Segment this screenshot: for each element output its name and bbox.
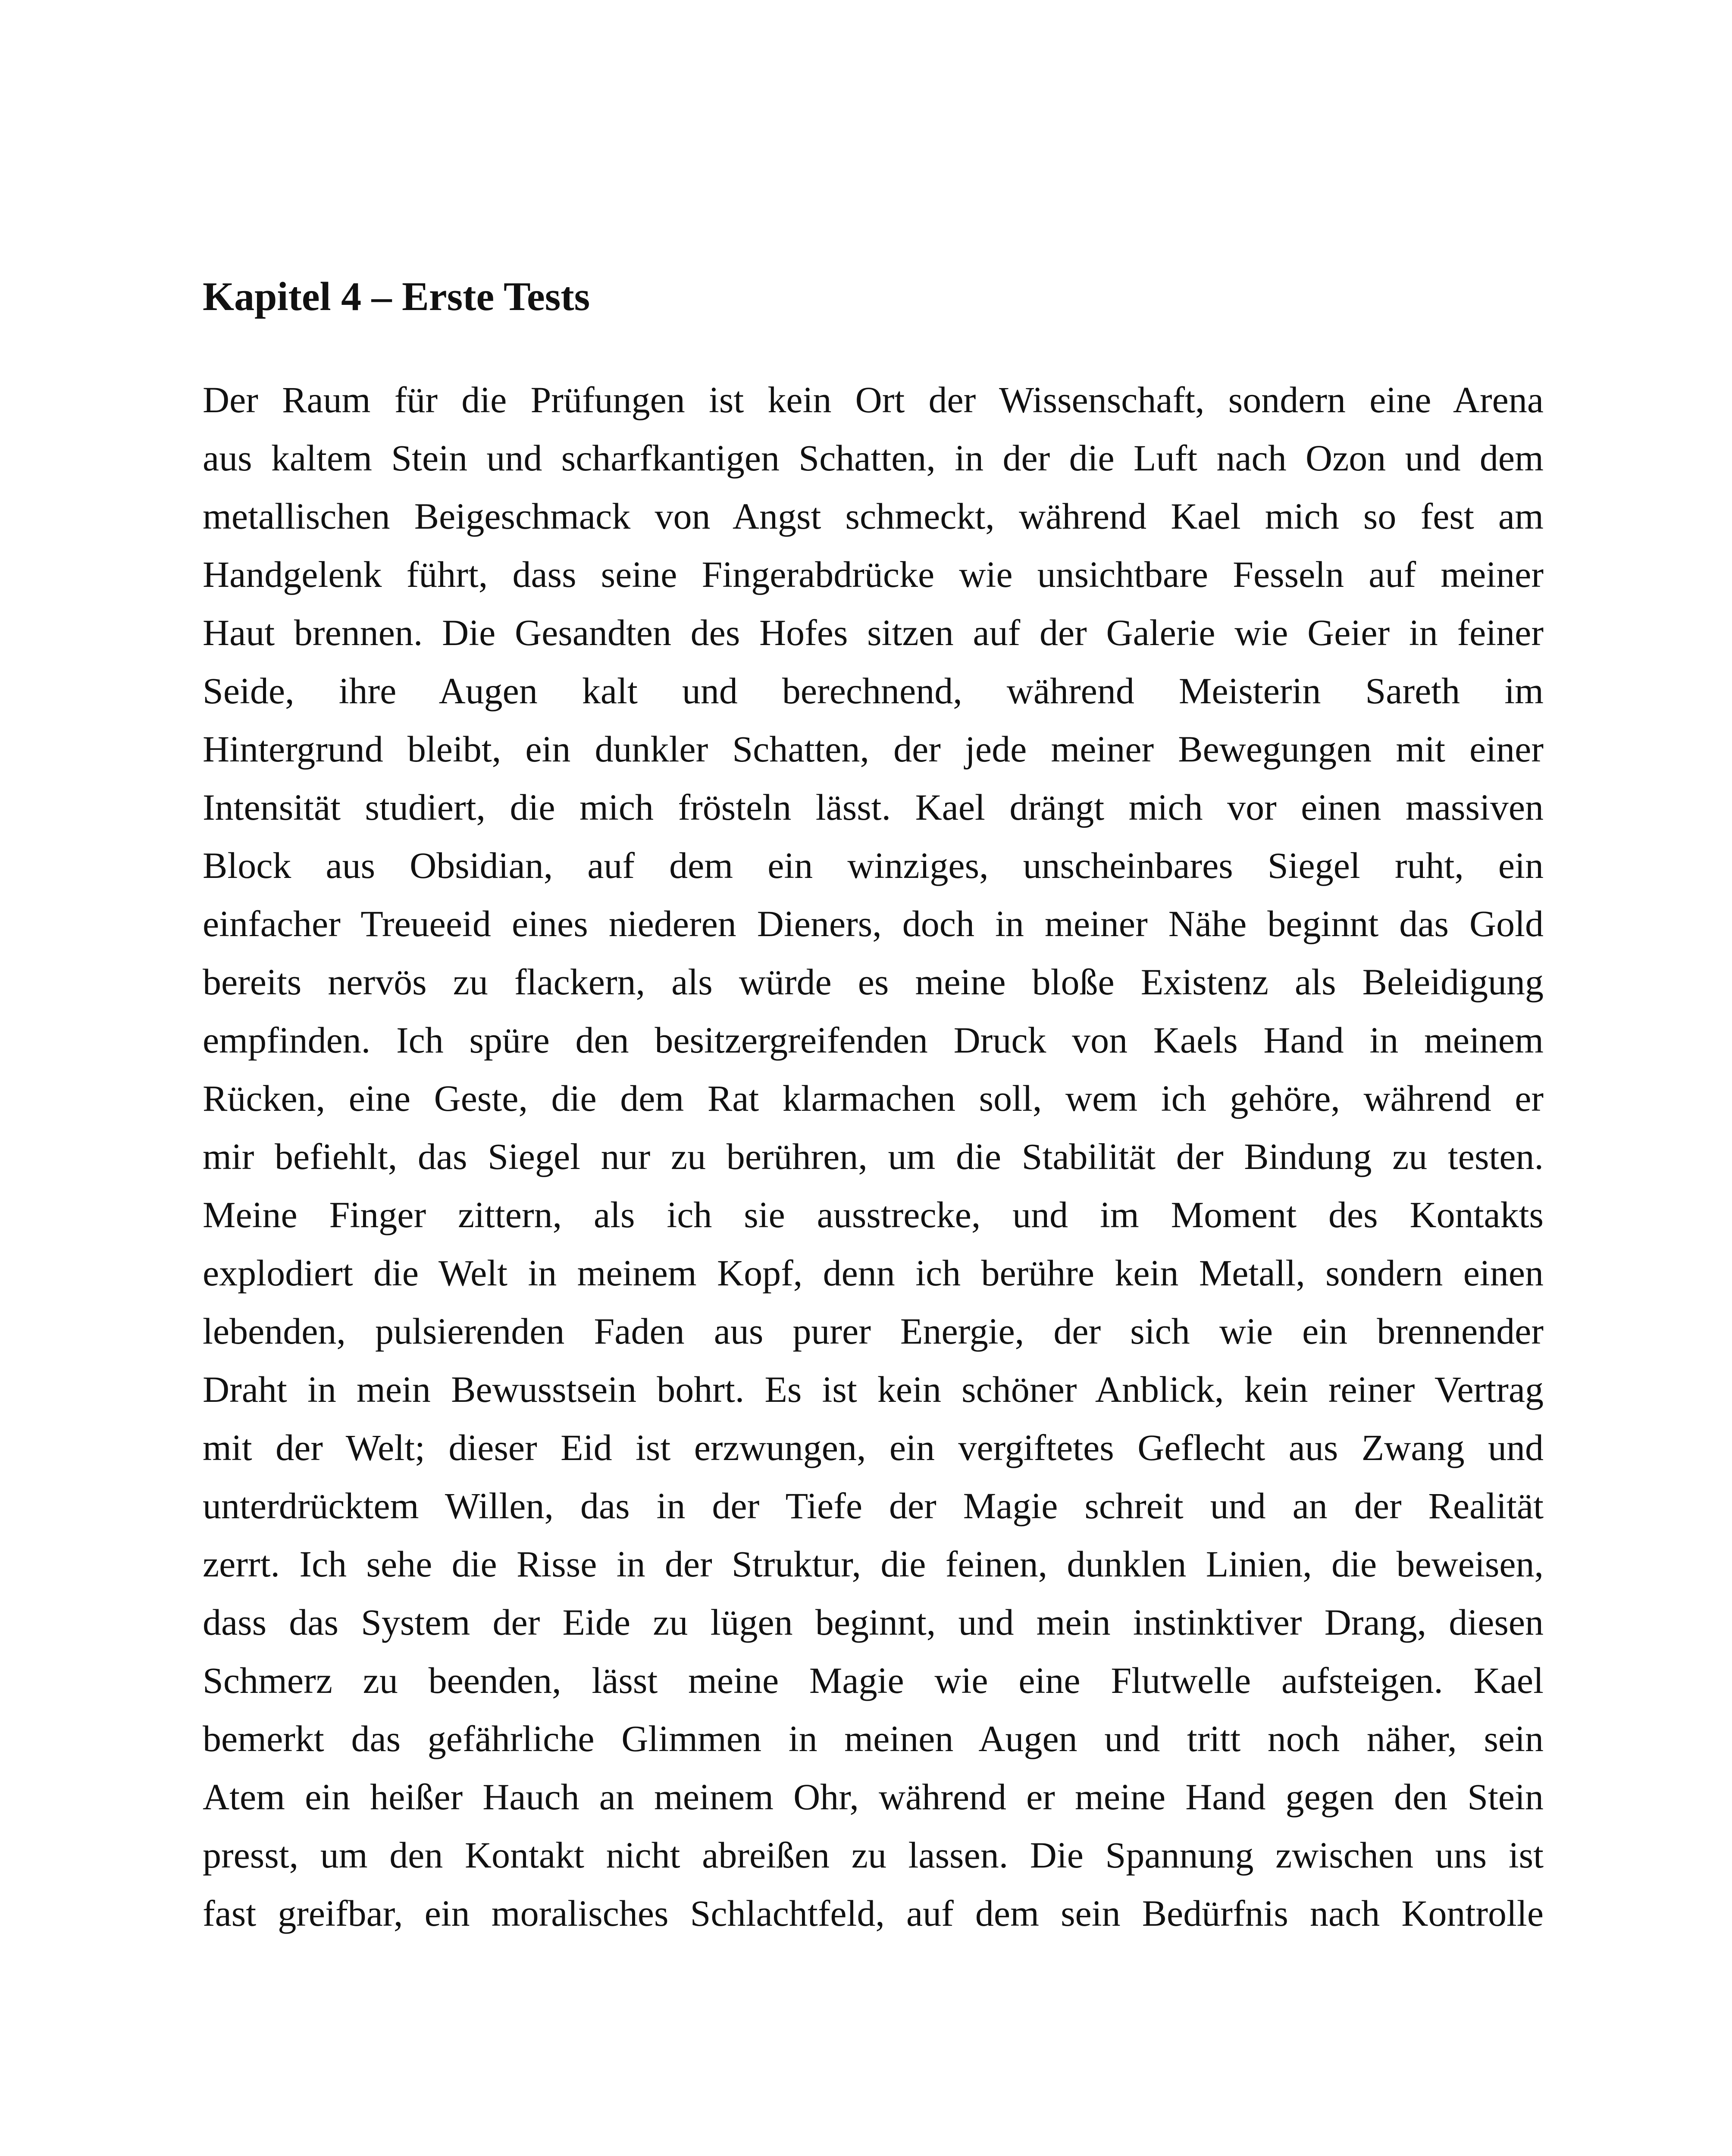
text-line: Draht in mein Bewusstsein bohrt. Es ist kein schöner Anblick, kein reiner Vertrag xyxy=(203,1369,1544,1410)
text-line: Haut brennen. Die Gesandten des Hofes sitzen auf der Galerie wie Geier in feiner xyxy=(203,612,1544,653)
text-line: bereits nervös zu flackern, als würde es meine bloße Existenz als Beleidigung xyxy=(203,961,1544,1003)
text-line: lebenden, pulsierenden Faden aus purer Energie, der sich wie ein brennender xyxy=(203,1310,1544,1352)
text-line: fast greifbar, ein moralisches Schlachtfeld, auf dem sein Bedürfnis nach Kontrolle xyxy=(203,1893,1544,1934)
body-paragraph xyxy=(203,371,1544,1943)
text-line: dass das System der Eide zu lügen beginnt, und mein instinktiver Drang, diesen xyxy=(203,1601,1544,1643)
text-line: Der Raum für die Prüfungen ist kein Ort der Wissenschaft, sondern eine Arena xyxy=(203,379,1544,420)
chapter-title: Kapitel 4 – Erste Tests xyxy=(203,274,590,319)
text-line: Hintergrund bleibt, ein dunkler Schatten, der jede meiner Bewegungen mit einer xyxy=(203,728,1544,770)
text-line: Meine Finger zittern, als ich sie ausstrecke, und im Moment des Kontakts xyxy=(203,1194,1544,1235)
text-line: bemerkt das gefährliche Glimmen in meinen Augen und tritt noch näher, sein xyxy=(203,1718,1544,1759)
text-line: mit der Welt; dieser Eid ist erzwungen, ein vergiftetes Geflecht aus Zwang und xyxy=(203,1427,1544,1468)
text-line: explodiert die Welt in meinem Kopf, denn ich berühre kein Metall, sondern einen xyxy=(203,1252,1544,1294)
text-line: Rücken, eine Geste, die dem Rat klarmachen soll, wem ich gehöre, während er xyxy=(203,1078,1544,1119)
text-line: Schmerz zu beenden, lässt meine Magie wie eine Flutwelle aufsteigen. Kael xyxy=(203,1660,1544,1701)
text-line: Handgelenk führt, dass seine Fingerabdrücke wie unsichtbare Fesseln auf meiner xyxy=(203,554,1544,595)
text-line: Atem ein heißer Hauch an meinem Ohr, während er meine Hand gegen den Stein xyxy=(203,1776,1544,1818)
text-line: metallischen Beigeschmack von Angst schmeckt, während Kael mich so fest am xyxy=(203,495,1544,537)
text-line: presst, um den Kontakt nicht abreißen zu lassen. Die Spannung zwischen uns ist xyxy=(203,1834,1544,1876)
text-line: empfinden. Ich spüre den besitzergreifenden Druck von Kaels Hand in meinem xyxy=(203,1019,1544,1061)
text-line: Block aus Obsidian, auf dem ein winziges, unscheinbares Siegel ruht, ein xyxy=(203,845,1544,886)
text-line: mir befiehlt, das Siegel nur zu berühren, um die Stabilität der Bindung zu testen. xyxy=(203,1136,1544,1177)
text-line: einfacher Treueeid eines niederen Dieners, doch in meiner Nähe beginnt das Gold xyxy=(203,903,1544,944)
text-line: unterdrücktem Willen, das in der Tiefe der Magie schreit und an der Realität xyxy=(203,1485,1544,1526)
text-line: Intensität studiert, die mich frösteln lässt. Kael drängt mich vor einen massiven xyxy=(203,787,1544,828)
text-line: Seide, ihre Augen kalt und berechnend, während Meisterin Sareth im xyxy=(203,670,1544,711)
text-line: aus kaltem Stein und scharfkantigen Schatten, in der die Luft nach Ozon und dem xyxy=(203,437,1544,479)
text-line: zerrt. Ich sehe die Risse in der Struktur, die feinen, dunklen Linien, die beweisen, xyxy=(203,1543,1544,1585)
